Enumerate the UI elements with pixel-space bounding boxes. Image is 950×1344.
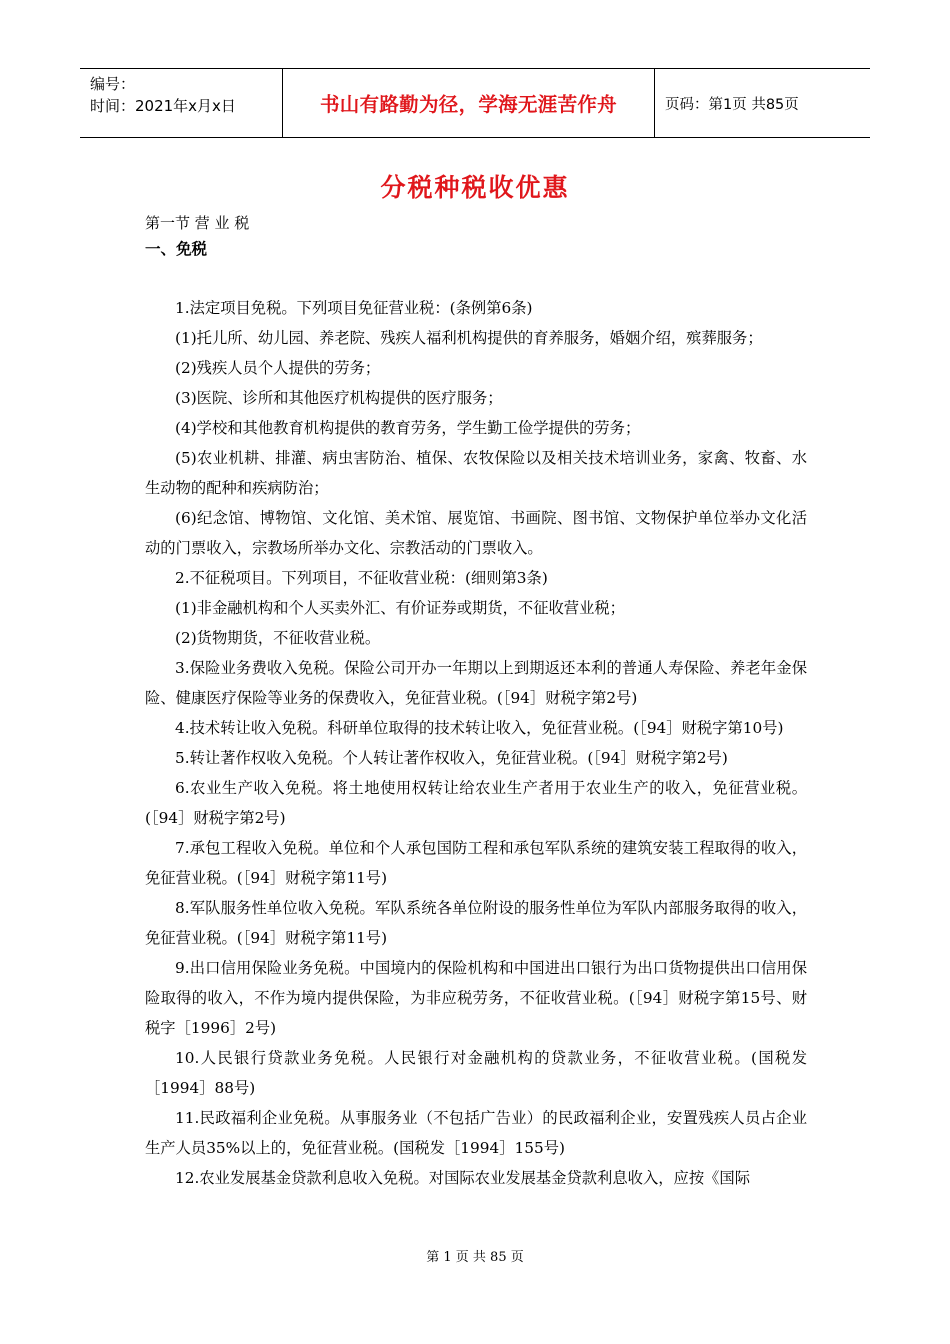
paragraph: 6.农业生产收入免税。将土地使用权转让给农业生产者用于农业生产的收入，免征营业税。(［94］财税字第2号) — [145, 779, 807, 827]
paragraph: 10.人民银行贷款业务免税。人民银行对金融机构的贷款业务，不征收营业税。(国税发［1994］88号) — [145, 1049, 807, 1097]
paragraph: (2)货物期货，不征收营业税。 — [175, 629, 381, 647]
paragraph: 12.农业发展基金贷款利息收入免税。对国际农业发展基金贷款利息收入，应按《国际 — [175, 1169, 751, 1187]
paragraph: 3.保险业务费收入免税。保险公司开办一年期以上到期返还本利的普通人寿保险、养老年金保险、健康医疗保险等业务的保费收入，免征营业税。(［94］财税字第2号) — [145, 659, 807, 707]
subheading: 一、免税 — [145, 240, 208, 258]
document-title: 分税种税收优惠 — [380, 173, 570, 202]
page-footer: 第 1 页 共 85 页 — [426, 1250, 524, 1265]
paragraph: 1.法定项目免税。下列项目免征营业税：(条例第6条) — [175, 299, 533, 317]
paragraph: 8.军队服务性单位收入免税。军队系统各单位附设的服务性单位为军队内部服务取得的收入，免征营业税。(［94］财税字第11号) — [145, 899, 807, 947]
paragraph: (2)残疾人员个人提供的劳务； — [175, 359, 381, 377]
paragraph: 9.出口信用保险业务免税。中国境内的保险机构和中国进出口银行为出口货物提供出口信用保险取得的收入，不作为境内提供保险，为非应税劳务，不征收营业税。(［94］财税字第15号、财税字［1996］2号) — [145, 959, 807, 1037]
header-motto: 书山有路勤为径，学海无涯苦作舟 — [283, 69, 655, 137]
paragraph: 11.民政福利企业免税。从事服务业（不包括广告业）的民政福利企业，安置残疾人员占企业生产人员35%以上的，免征营业税。(国税发［1994］155号) — [145, 1109, 807, 1157]
paragraph: 2.不征税项目。下列项目，不征收营业税：(细则第3条) — [175, 569, 548, 587]
paragraph: 4.技术转让收入免税。科研单位取得的技术转让收入，免征营业税。(［94］财税字第10号) — [175, 719, 784, 737]
document-body — [145, 293, 807, 1193]
paragraph: 7.承包工程收入免税。单位和个人承包国防工程和承包军队系统的建筑安装工程取得的收入，免征营业税。(［94］财税字第11号) — [145, 839, 807, 887]
paragraph: (3)医院、诊所和其他医疗机构提供的医疗服务； — [175, 389, 503, 407]
document-number-label: 编号： — [90, 75, 136, 93]
paragraph: 5.转让著作权收入免税。个人转让著作权收入，免征营业税。(［94］财税字第2号) — [175, 749, 728, 767]
paragraph: (4)学校和其他教育机构提供的教育劳务，学生勤工俭学提供的劳务； — [175, 419, 641, 437]
page-header — [80, 68, 870, 138]
paragraph: (5)农业机耕、排灌、病虫害防治、植保、农牧保险以及相关技术培训业务，家禽、牧畜、水生动物的配种和疾病防治； — [145, 449, 807, 497]
document-date: 时间：2021年x月x日 — [90, 97, 236, 115]
paragraph: (1)托儿所、幼儿园、养老院、残疾人福利机构提供的育养服务，婚姻介绍，殡葬服务； — [175, 329, 763, 347]
paragraph: (1)非金融机构和个人买卖外汇、有价证券或期货，不征收营业税； — [175, 599, 625, 617]
section-heading: 第一节 营 业 税 — [145, 214, 250, 232]
paragraph: (6)纪念馆、博物馆、文化馆、美术馆、展览馆、书画院、图书馆、文物保护单位举办文化活动的门票收入，宗教场所举办文化、宗教活动的门票收入。 — [145, 509, 807, 557]
header-meta — [80, 69, 283, 137]
header-page-info: 页码：第1页 共85页 — [665, 96, 799, 113]
